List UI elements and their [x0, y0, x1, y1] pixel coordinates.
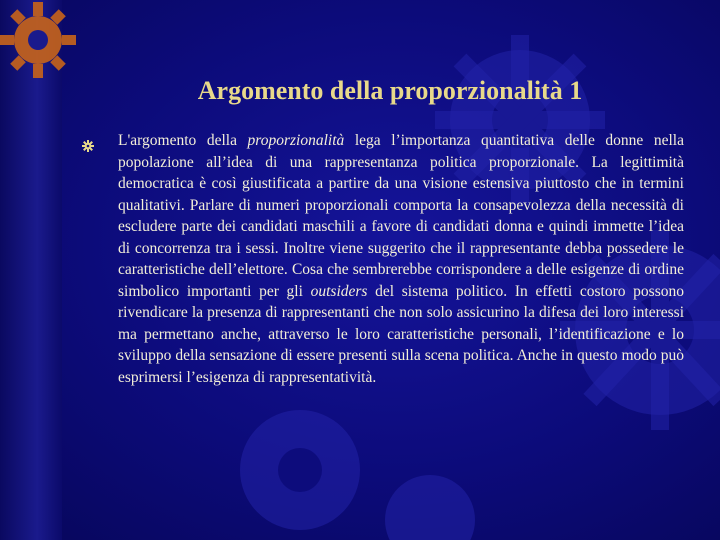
paragraph-text-1: L'argomento della [118, 132, 248, 149]
body-paragraph [118, 130, 684, 388]
italic-term-outsiders: outsiders [310, 282, 368, 300]
italic-term-proporzionalita: proporzionalità [247, 132, 345, 149]
paragraph-text-3: del sistema politico. In effetti costoro possono rivendicare la presenza di rappresentanti che non solo assicurino la difesa dei loro interessi ma permettano anche, attraverso le loro caratteristiche personali, l’identificazione e lo sviluppo della sensazione di essere presenti sulla scena politica. Anche in questo modo può esprimersi l’esigenza di rappresentatività. [118, 282, 684, 386]
gear-bullet-icon [82, 140, 94, 156]
orange-gear-icon [0, 0, 80, 120]
slide-title: Argomento della proporzionalità 1 [197, 76, 583, 105]
paragraph-text-2: lega l’importanza quantitativa delle donne nella popolazione all’idea di una rappresentanza politica proporzionale. La legittimità democratica è così giustificata a partire da una visione estensiva piuttosto che in termini qualitativi. Parlare di numeri proporzionali comporta la consapevolezza della necessità di escludere parte dei candidati maschili a favore di candidati donna e quindi immette l’idea di concorrenza tra i sessi. Inoltre viene suggerito che il rappresentante debba possedere le caratteristiche dell’elettore. Cosa che sembrerebbe corrispondere a delle esigenze di ordine simbolico importanti per gli [118, 132, 684, 300]
